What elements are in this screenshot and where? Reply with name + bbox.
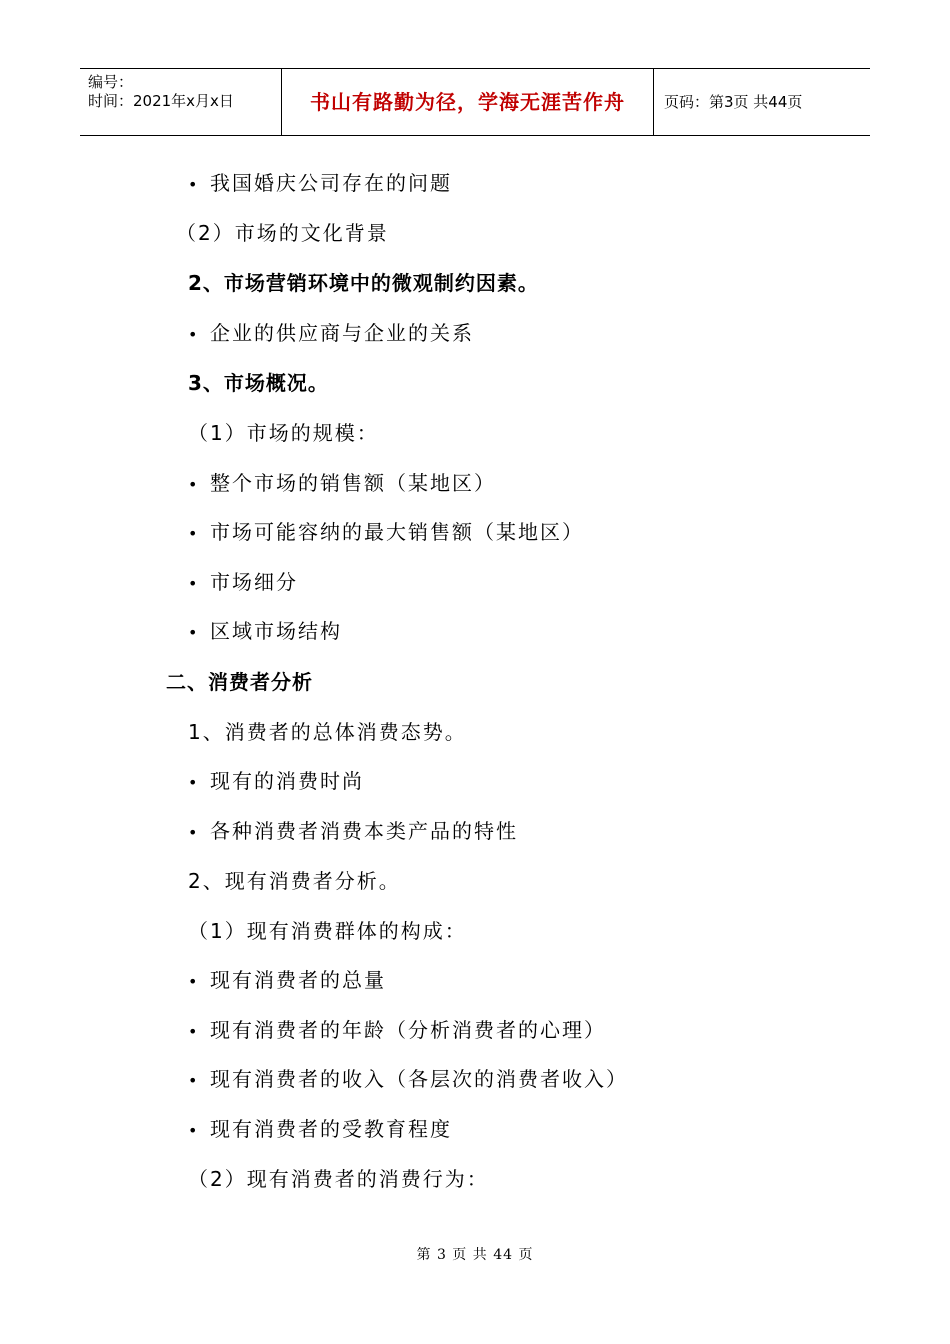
- line-text: 3、市场概况。: [188, 371, 329, 395]
- body-line-11: [188, 717, 467, 747]
- line-text: 市场细分: [210, 570, 298, 594]
- bullet-marker: •: [188, 623, 200, 642]
- line-text: 1、消费者的总体消费态势。: [188, 720, 467, 744]
- body-line-7: [188, 517, 584, 549]
- section-heading-line-10: [166, 667, 313, 697]
- bullet-marker: •: [188, 1071, 200, 1090]
- page-footer: 第 3 页 共 44 页: [416, 1247, 534, 1263]
- line-text: 我国婚庆公司存在的问题: [210, 171, 452, 195]
- body-line-1: [176, 218, 389, 248]
- line-text: 现有消费者的总量: [210, 968, 386, 992]
- line-text: 现有消费者的收入（各层次的消费者收入）: [210, 1067, 628, 1091]
- body-line-16: [188, 965, 386, 997]
- header-meta-cell: [80, 69, 282, 135]
- body-line-18: [188, 1064, 628, 1096]
- body-line-0: [188, 168, 452, 200]
- line-text: 各种消费者消费本类产品的特性: [210, 819, 518, 843]
- line-text: 整个市场的销售额（某地区）: [210, 471, 496, 495]
- body-line-15: [188, 916, 467, 946]
- line-text: 区域市场结构: [210, 619, 342, 643]
- line-text: （2）市场的文化背景: [176, 221, 389, 245]
- line-text: 现有的消费时尚: [210, 769, 364, 793]
- body-line-20: [188, 1164, 489, 1194]
- body-line-8: [188, 567, 298, 599]
- subheading-line-4: [188, 368, 329, 398]
- header-motto: 书山有路勤为径，学海无涯苦作舟: [282, 69, 654, 135]
- line-text: 2、现有消费者分析。: [188, 869, 401, 893]
- body-line-3: [188, 318, 474, 350]
- body-line-6: [188, 468, 496, 500]
- line-text: 2、市场营销环境中的微观制约因素。: [188, 271, 539, 295]
- bullet-marker: •: [188, 773, 200, 792]
- number-label: 编号：: [88, 73, 134, 91]
- line-text: （1）市场的规模：: [188, 421, 379, 445]
- body-line-5: [188, 418, 379, 448]
- line-text: 现有消费者的受教育程度: [210, 1117, 452, 1141]
- subheading-line-2: [188, 268, 539, 298]
- bullet-marker: •: [188, 325, 200, 344]
- body-line-14: [188, 866, 401, 896]
- bullet-marker: •: [188, 1022, 200, 1041]
- bullet-marker: •: [188, 574, 200, 593]
- body-line-9: [188, 616, 342, 648]
- bullet-marker: •: [188, 1121, 200, 1140]
- document-header: [80, 68, 870, 136]
- line-text: 二、消费者分析: [166, 670, 313, 694]
- body-line-13: [188, 816, 518, 848]
- body-line-17: [188, 1015, 606, 1047]
- date-label: 时间：2021年x月x日: [88, 92, 234, 110]
- body-line-12: [188, 766, 364, 798]
- body-line-19: [188, 1114, 452, 1146]
- bullet-marker: •: [188, 823, 200, 842]
- line-text: （2）现有消费者的消费行为：: [188, 1167, 489, 1191]
- bullet-marker: •: [188, 475, 200, 494]
- line-text: 企业的供应商与企业的关系: [210, 321, 474, 345]
- line-text: 现有消费者的年龄（分析消费者的心理）: [210, 1018, 606, 1042]
- bullet-marker: •: [188, 175, 200, 194]
- line-text: （1）现有消费群体的构成：: [188, 919, 467, 943]
- bullet-marker: •: [188, 972, 200, 991]
- header-page-code: 页码：第3页 共44页: [664, 93, 803, 111]
- line-text: 市场可能容纳的最大销售额（某地区）: [210, 520, 584, 544]
- bullet-marker: •: [188, 524, 200, 543]
